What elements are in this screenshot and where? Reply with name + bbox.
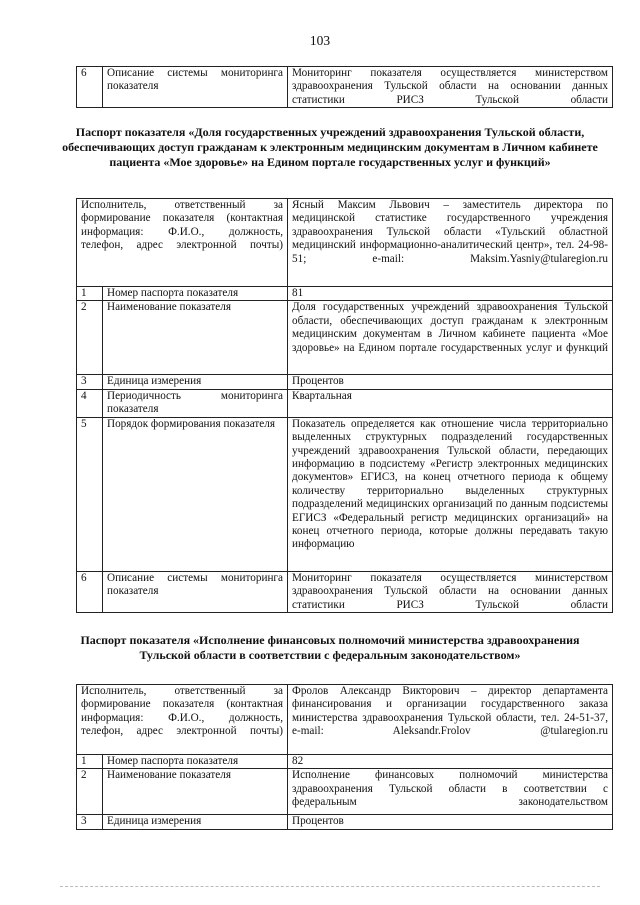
row-number: 5 [77,417,103,571]
row-number: 2 [77,301,103,375]
page-number: 103 [309,33,331,48]
row-label: Периодичность мониторинга показателя [103,389,288,417]
row-number: 6 [77,67,103,108]
table-row [77,389,613,417]
passport-81-title: Паспорт показателя «Доля государственных учреждений здравоохранения Тульской области, обеспечивающих доступ гражданам к электронным медицинским документам в Личном кабинете пациента «Мое здоровье» на Едином портале государственных услуг и функций» [62,125,598,169]
row-label: Единица измерения [103,815,288,829]
row-label: Порядок формирования показателя [103,417,288,571]
table-row [77,375,613,389]
row-label: Наименование показателя [103,301,288,375]
table-row [77,67,613,108]
table-row [77,769,613,815]
row-number: 1 [77,755,103,769]
row-value: Исполнение финансовых полномочий министерства здравоохранения Тульской области в соответствии с федеральным законодательством [288,769,613,815]
row-value: Процентов [288,815,613,829]
row-label: Описание системы мониторинга показателя [103,571,288,612]
row-label: Номер паспорта показателя [103,287,288,301]
row-number: 2 [77,769,103,815]
table-row [77,571,613,612]
table-row [77,815,613,829]
row-value: Доля государственных учреждений здравоохранения Тульской области, обеспечивающих доступ гражданам к электронным медицинским документам в Личном кабинете пациента «Мое здоровье» на Едином портале государственных услуг и функций [288,301,613,375]
row-label: Наименование показателя [103,769,288,815]
executor-row [77,685,613,755]
row-number: 4 [77,389,103,417]
row-value: 82 [288,755,613,769]
table-row [77,287,613,301]
row-number: 1 [77,287,103,301]
executor-label: Исполнитель, ответственный за формирование показателя (контактная информация: Ф.И.О., должность, телефон, адрес электронной почты) [77,199,288,287]
row-value: Мониторинг показателя осуществляется министерством здравоохранения Тульской области на основании данных статистики РИСЗ Тульской области [288,67,613,108]
passport-82-title: Паспорт показателя «Исполнение финансовых полномочий министерства здравоохранения Тульской области в соответствии с федеральным законодательством» [80,633,580,662]
row-label: Номер паспорта показателя [103,755,288,769]
row-value: 81 [288,287,613,301]
row-value: Мониторинг показателя осуществляется министерством здравоохранения Тульской области на основании данных статистики РИСЗ Тульской области [288,571,613,612]
table-row [77,417,613,571]
row-number: 3 [77,375,103,389]
passport-81-table [76,198,613,613]
row-number: 3 [77,815,103,829]
row-number: 6 [77,571,103,612]
table-row [77,755,613,769]
row-value: Квартальная [288,389,613,417]
executor-row [77,199,613,287]
executor-label: Исполнитель, ответственный за формирование показателя (контактная информация: Ф.И.О., должность, телефон, адрес электронной почты) [77,685,288,755]
executor-value: Ясный Максим Львович – заместитель директора по медицинской статистике государственного учреждения здравоохранения Тульской области «Тульский областной медицинский информационно-аналитический центр», тел. 24-98-51; e-mail: Maksim.Yasniy@tularegion.ru [288,199,613,287]
row-value: Процентов [288,375,613,389]
row-label: Единица измерения [103,375,288,389]
top-table [76,66,613,108]
row-label: Описание системы мониторинга показателя [103,67,288,108]
executor-value: Фролов Александр Викторович – директор департамента финансирования и организации государственного заказа министерства здравоохранения Тульской области, тел. 24-51-37, e-mail: Aleksandr.Frolov @tularegion.ru [288,685,613,755]
table-row [77,301,613,375]
passport-82-table [76,684,613,830]
row-value: Показатель определяется как отношение числа территориально выделенных структурных подразделений государственных учреждений здравоохранения Тульской области, передающих информацию в подсистему «Регистр электронных медицинских документов» ЕГИСЗ, на конец отчетного периода к общему количеству территориально выделенных структурных подразделений медицинских организаций по данным подсистемы ЕГИСЗ «Федеральный регистр медицинских организаций» на конец отчетного периода, которые должны передавать такую информацию [288,417,613,571]
scan-artifact-line [60,886,600,887]
